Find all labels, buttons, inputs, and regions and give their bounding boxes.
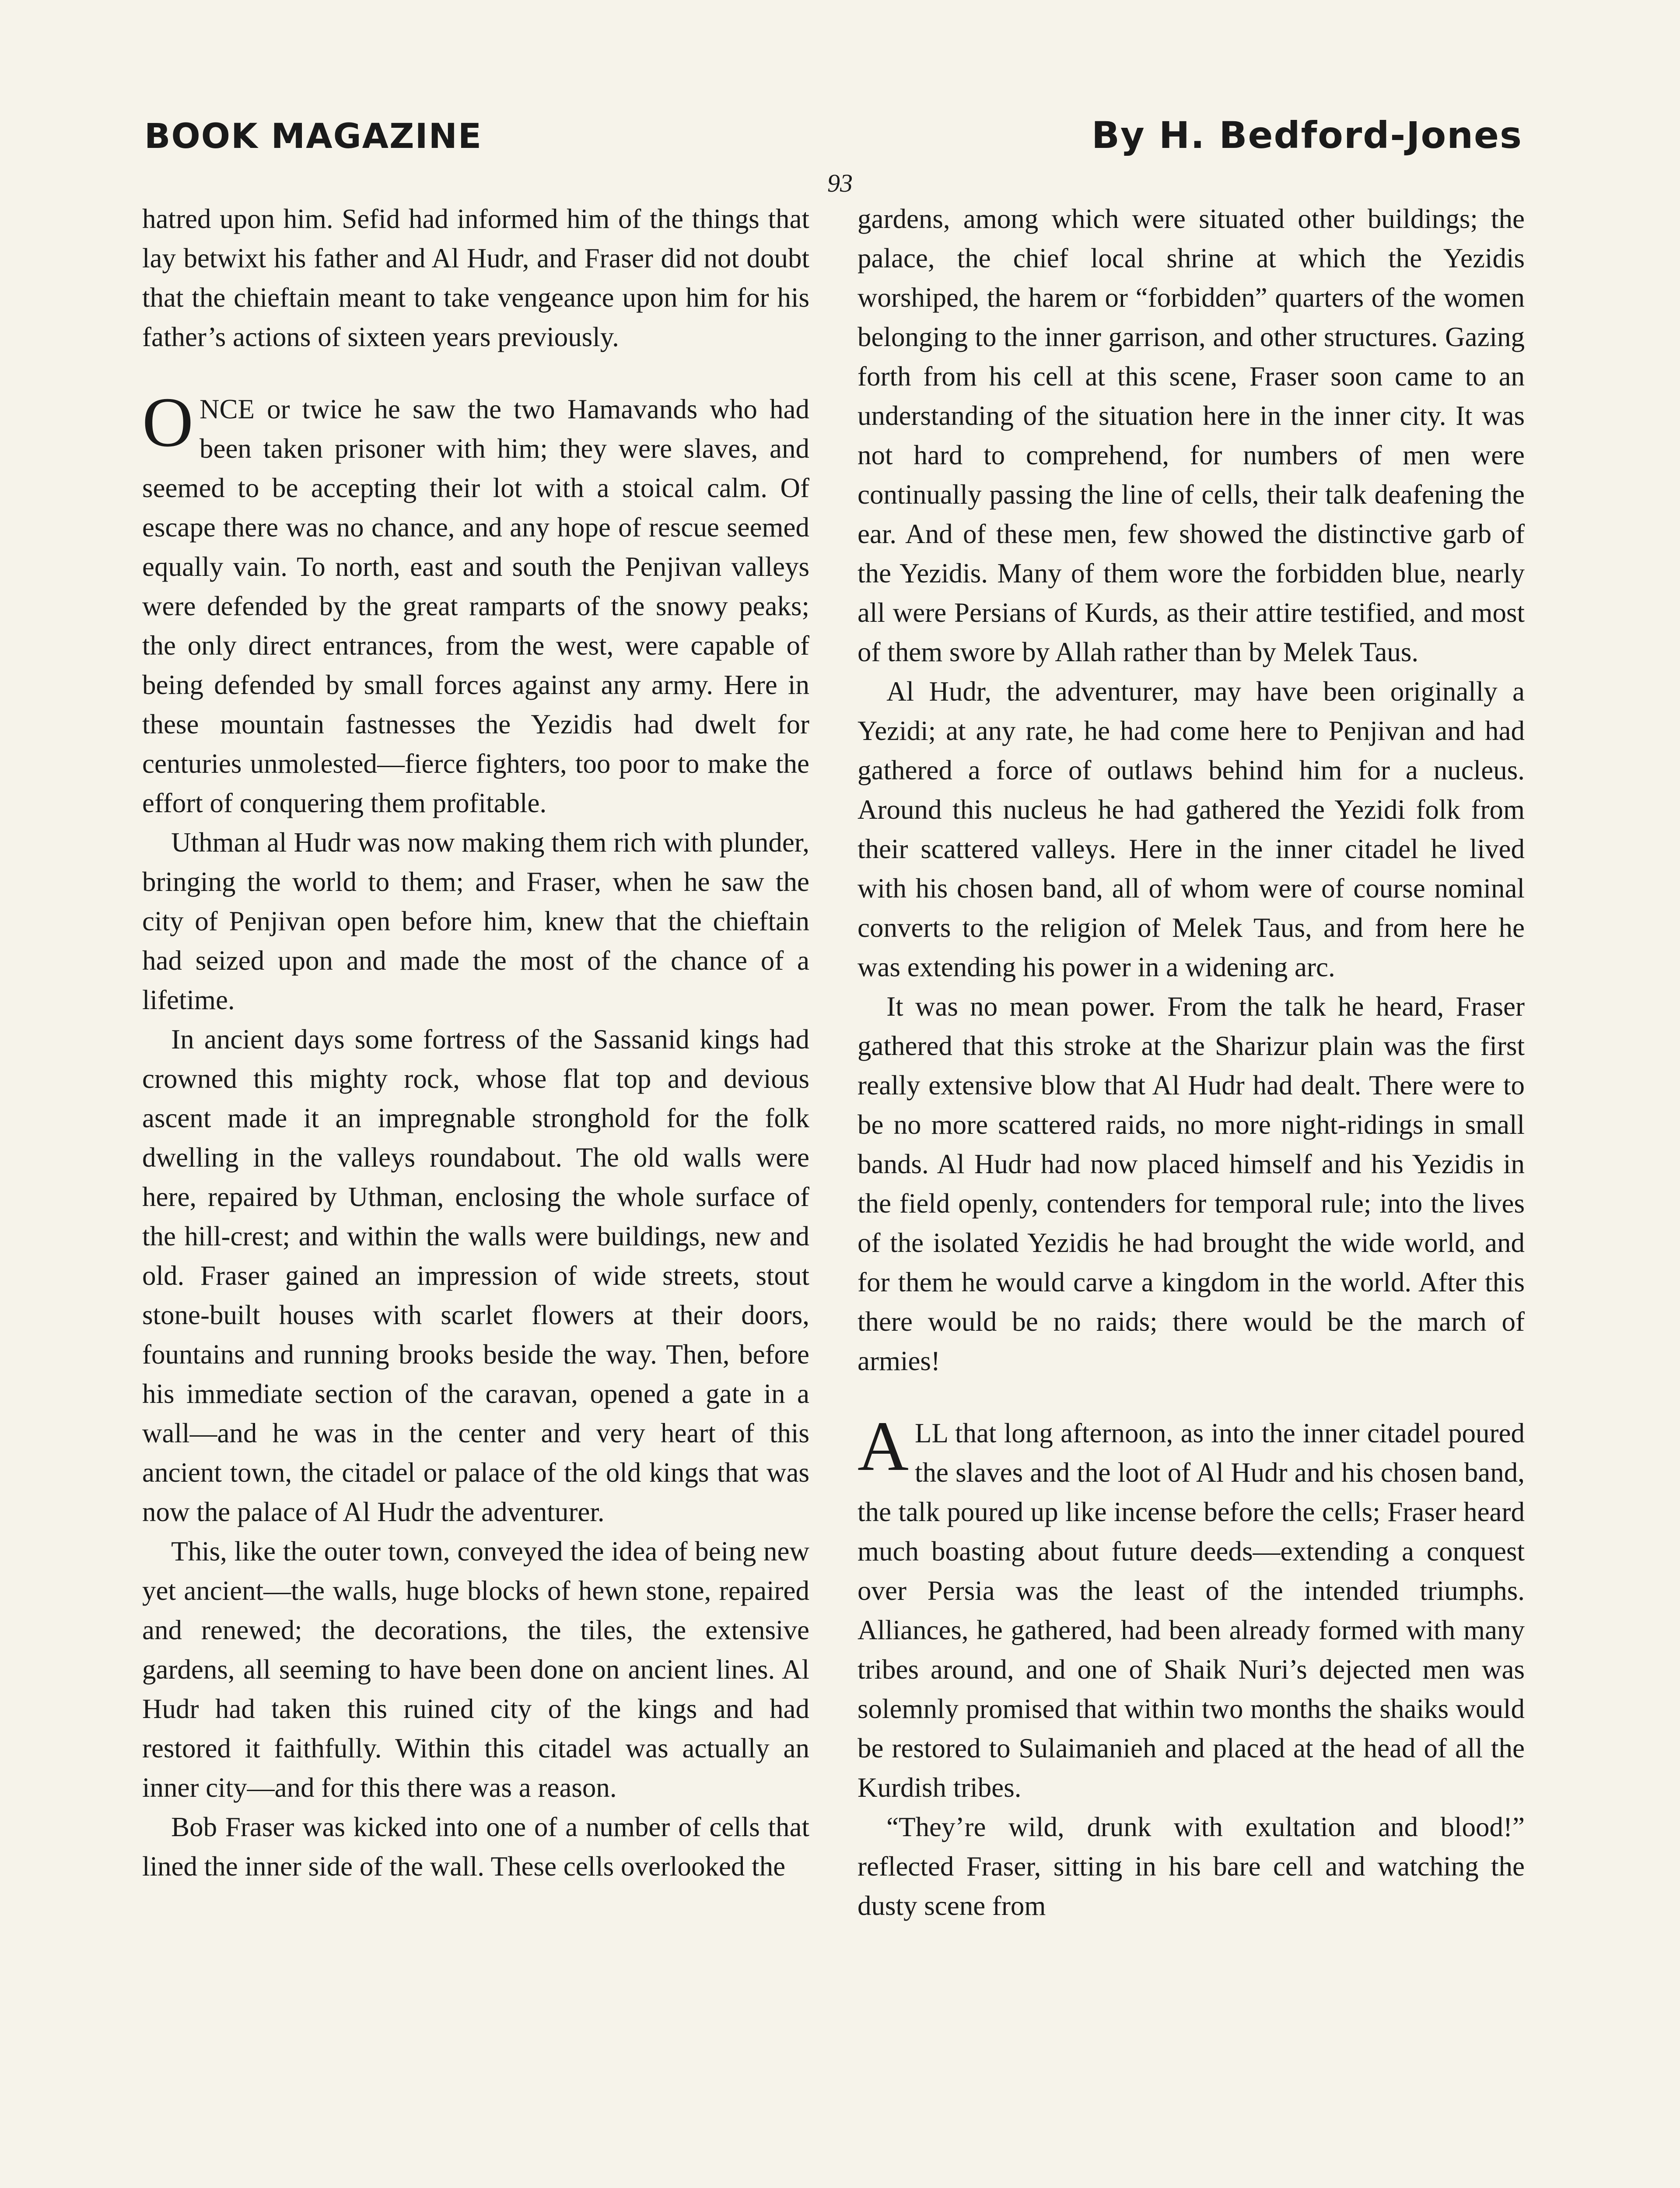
magazine-title: BOOK MAGAZINE [144, 117, 483, 156]
drop-cap: A [858, 1407, 909, 1486]
drop-cap: O [142, 383, 193, 462]
paragraph: This, like the outer town, conveyed the idea of being new yet ancient—the walls, huge blocks of hewn stone, repaired and renewed; the decorations, the tiles, the extensive gardens, all seeming to have been done on ancient lines. Al Hudr had taken this ruined city of the kings and had restored it faithfully. Within this citadel was actually an inner city—and for this there was a reason. [142, 1536, 809, 1803]
right-column [858, 199, 1525, 2188]
article-body [142, 199, 1525, 2188]
paragraph: Al Hudr, the adventurer, may have been originally a Yezidi; at any rate, he had come here to Penjivan and had gathered a force of outlaws behind him for a nucleus. Around this nucleus he had gathered the Yezidi folk from their scattered valleys. Here in the inner citadel he lived with his chosen band, all of whom were of course nominal converts to the religion of Melek Taus, and from here he was extending his power in a widening arc. [858, 676, 1525, 982]
paragraph-text: LL that long afternoon, as into the inner citadel poured the slaves and the loot of Al Hudr and his chosen band, the talk poured up like incense before the cells; Fraser heard much boasting about future deeds—extending a conquest over Persia was the least of the intended triumphs. Alliances, he gathered, had been already formed with many tribes around, and one of Shaik Nuri’s dejected men was solemnly promised that within two months the shaiks would be restored to Sulaimanieh and placed at the head of all the Kurdish tribes. [858, 1418, 1525, 1803]
section-paragraph [858, 1407, 1525, 1807]
left-column [142, 199, 809, 2188]
paragraph: gardens, among which were situated other buildings; the palace, the chief local shrine at which the Yezidis worshiped, the harem or “forbidden” quarters of the women belonging to the inner garrison, and other structures. Gazing forth from his cell at this scene, Fraser soon came to an understanding of the situation here in the inner city. It was not hard to comprehend, for numbers of men were continually passing the line of cells, their talk deafening the ear. And of these men, few showed the distinctive garb of the Yezidis. Many of them wore the forbidden blue, nearly all were Persians of Kurds, as their attire testified, and most of them swore by Allah rather than by Melek Taus. [858, 203, 1525, 667]
paragraph: Bob Fraser was kicked into one of a number of cells that lined the inner side of the wall. These cells overlooked the [142, 1812, 809, 1882]
section-paragraph [142, 383, 809, 823]
paragraph: hatred upon him. Sefid had informed him of the things that lay betwixt his father and Al Hudr, and Fraser did not doubt that the chieftain meant to take vengeance upon him for his father’s actions of sixteen years previously. [142, 203, 809, 352]
paragraph: In ancient days some fortress of the Sassanid kings had crowned this mighty rock, whose flat top and devious ascent made it an impregnable stronghold for the folk dwelling in the valleys roundabout. The old walls were here, repaired by Uthman, enclosing the whole surface of the hill-crest; and within the walls were buildings, new and old. Fraser gained an impression of wide streets, stout stone-built houses with scarlet flowers at their doors, fountains and running brooks beside the way. Then, before his immediate section of the caravan, opened a gate in a wall—and he was in the center and very heart of this ancient town, the citadel or palace of the old kings that was now the palace of Al Hudr the adventurer. [142, 1024, 809, 1527]
paragraph: It was no mean power. From the talk he heard, Fraser gathered that this stroke at the Sharizur plain was the first really extensive blow that Al Hudr had dealt. There were to be no more scattered raids, no more night-ridings in small bands. Al Hudr had now placed himself and his Yezidis in the field openly, contenders for temporal rule; into the lives of the isolated Yezidis he had brought the wide world, and for them he would carve a kingdom in the world. After this there would be no raids; there would be the march of armies! [858, 991, 1525, 1376]
page-header [144, 114, 1522, 166]
page-number: 93 [827, 169, 853, 197]
paragraph-text: NCE or twice he saw the two Hamavands who had been taken prisoner with him; they were slaves, and seemed to be accepting their lot with a stoical calm. Of escape there was no chance, and any hope of rescue seemed equally vain. To north, east and south the Penjivan valleys were defended by the great ramparts of the snowy peaks; the only direct entrances, from the west, were capable of being defended by small forces against any army. Here in these mountain fastnesses the Yezidis had dwelt for centuries unmolested—fierce fighters, too poor to make the effort of conquering them profitable. [142, 394, 809, 818]
author-byline: By H. Bedford-Jones [1091, 114, 1522, 157]
paragraph: Uthman al Hudr was now making them rich with plunder, bringing the world to them; and Fraser, when he saw the city of Penjivan open before him, knew that the chieftain had seized upon and made the most of the chance of a lifetime. [142, 827, 809, 1015]
paragraph: “They’re wild, drunk with exultation and blood!” reflected Fraser, sitting in his bare cell and watching the dusty scene from [858, 1812, 1525, 1921]
